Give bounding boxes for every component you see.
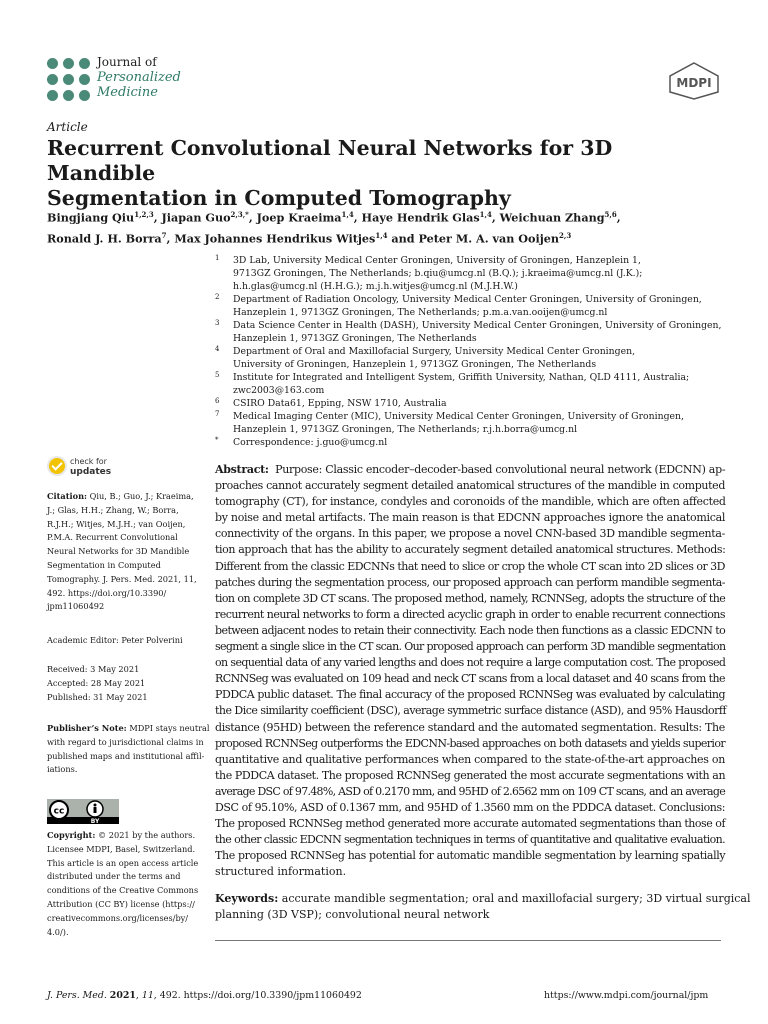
affiliation-item <box>215 293 735 319</box>
abstract-text: DSC of 95.10%, ASD of 0.1367 mm, and 95HD of 1.3560 mm on the PDDCA dataset. Conclusions: <box>215 800 725 814</box>
copyright-text: This article is an open access article <box>47 857 199 868</box>
footer-year: 2021 <box>109 990 136 1001</box>
author-affiliation-marks: 1,4 <box>341 210 354 219</box>
abstract-line <box>215 864 725 880</box>
check-for-updates-button[interactable] <box>47 456 157 480</box>
logo-dot <box>79 90 90 101</box>
author-name: Jiapan Guo <box>161 210 231 225</box>
footer-citation: J. Pers. Med. 2021, 11, 492. https://doi.org/10.3390/jpm11060492 <box>47 990 362 1001</box>
footer-journal: J. Pers. Med. <box>47 990 107 1001</box>
abstract-text: The proposed RCNNSeg has potential for automatic mandible segmentation by learning spatially <box>215 849 726 863</box>
copyright-text: Attribution (CC BY) license (https:// <box>47 898 195 909</box>
logo-dot <box>63 74 74 85</box>
footer-journal-url[interactable]: https://www.mdpi.com/journal/jpm <box>544 990 709 1001</box>
footer-pages: 492. <box>159 990 181 1001</box>
keywords-text: accurate mandible segmentation; oral and maxillofacial surgery; 3D virtual surgical <box>281 892 751 905</box>
abstract-text: on sequential data of any varied lengths and does not require a large computation cost. The proposed <box>215 656 726 670</box>
author-separator: , <box>616 210 621 225</box>
abstract-text: the other classic EDCNN segmentation techniques in terms of quantitative and qualitative evaluation. <box>215 833 726 847</box>
author-affiliation-marks: 1,4 <box>479 210 492 219</box>
abstract-text: between adjacent nodes to retain their connectivity. Each node then functions as a classic EDCNN to <box>215 623 726 637</box>
citation-line <box>47 600 199 614</box>
article-type: Article <box>47 120 88 134</box>
copyright-line <box>47 843 199 857</box>
copyright-line <box>47 857 199 871</box>
citation-line <box>47 531 199 545</box>
affiliation-number: * <box>215 436 219 444</box>
footer-doi-link[interactable]: https://doi.org/10.3390/jpm11060492 <box>183 990 362 1001</box>
publisher-note-label: Publisher’s Note: <box>47 723 127 733</box>
abstract-line <box>215 494 725 510</box>
keywords-line <box>215 907 725 923</box>
affiliation-number: 7 <box>215 410 220 418</box>
abstract-text: PDDCA public dataset. The final accuracy of the proposed RCNNSeg was evaluated by calculating <box>215 688 726 702</box>
author-separator: , <box>491 210 500 225</box>
citation-line <box>47 573 199 587</box>
journal-name-line1: Journal of <box>97 55 157 69</box>
affiliation-item <box>215 319 735 345</box>
copyright-text: conditions of the Creative Commons <box>47 885 199 896</box>
abstract <box>215 462 725 880</box>
citation-text: P.M.A. Recurrent Convolutional <box>47 532 178 543</box>
logo-dot <box>47 90 58 101</box>
copyright-line <box>47 829 199 843</box>
affiliation-text: Medical Imaging Center (MIC), University Medical Center Groningen, University of Groningen, <box>233 411 684 422</box>
abstract-text: RCNNSeg was evaluated on 109 head and neck CT scans from a local dataset and 40 scans from the <box>215 672 725 686</box>
author-name: Weichuan Zhang <box>499 210 605 225</box>
publisher-note-line <box>47 736 204 750</box>
keywords <box>215 891 751 923</box>
publication-dates <box>47 663 199 704</box>
abstract-line <box>215 784 725 800</box>
author-separator: and <box>387 231 419 246</box>
author-separator: , <box>153 210 162 225</box>
affiliation-text: 3D Lab, University Medical Center Groningen, University of Groningen, Hanzeplein 1, <box>233 255 641 266</box>
abstract-text: average DSC of 97.48%, ASD of 0.2170 mm, and 95HD of 2.6562 mm on 109 CT scans, and an average <box>215 784 725 798</box>
journal-name-line3: Medicine <box>97 85 158 100</box>
keywords-label: Keywords: <box>215 892 279 905</box>
affiliation-text: Hanzeplein 1, 9713GZ Groningen, The Netherlands <box>233 333 477 344</box>
affiliation-item <box>215 436 735 449</box>
abstract-text: by noise and metal artifacts. The main reason is that EDCNN approaches ignore the anatomical <box>215 511 726 525</box>
abstract-line <box>215 623 725 639</box>
abstract-text: tion approach that has the ability to accurately segment detailed anatomical structures. Methods: <box>215 543 726 557</box>
article-title <box>47 136 727 211</box>
publisher-note-text: iations. <box>47 764 78 775</box>
copyright-line <box>47 898 199 912</box>
citation-line <box>47 518 199 532</box>
author-line <box>47 206 737 227</box>
affiliation-text: Department of Radiation Oncology, University Medical Center Groningen, University of Groningen, <box>233 294 702 305</box>
abstract-line <box>215 655 725 671</box>
author-name: Joep Kraeima <box>256 210 342 225</box>
journal-name-line2: Personalized <box>97 70 181 85</box>
abstract-text: quantitative and qualitative performances when compared to the state-of-the-art approaches on <box>215 752 725 766</box>
copyright-line <box>47 926 199 940</box>
abstract-text: recurrent neural networks to form a directed acyclic graph in order to enable recurrent connections <box>215 607 725 621</box>
affiliation-number: 1 <box>215 254 220 262</box>
abstract-line <box>215 687 725 703</box>
abstract-text: The proposed RCNNSeg method generated more accurate automated segmentations than those of <box>215 817 726 831</box>
author-affiliation-marks: 5,6 <box>604 210 617 219</box>
affiliation-number: 3 <box>215 319 220 327</box>
citation-text: jpm11060492 <box>47 601 105 612</box>
author-affiliation-marks: 7 <box>161 230 167 240</box>
abstract-line <box>215 671 725 687</box>
abstract-text: Different from the classic EDCNNs that need to slice or crop the whole CT scan into 2D slices or 3D <box>215 559 725 573</box>
abstract-line <box>215 462 725 478</box>
check-updates-line2: updates <box>70 467 112 477</box>
affiliation-text: h.h.glas@umcg.nl (H.H.G.); m.j.h.witjes@umcg.nl (M.J.H.W.) <box>233 281 518 292</box>
publisher-note-line <box>47 763 199 777</box>
abstract-text: tion on complete 3D CT scans. The proposed method, namely, RCNNSeg, adopts the structure of the <box>215 591 726 605</box>
abstract-text: segment a single slice in the CT scan. Our proposed approach can perform 3D mandible segmentation <box>215 640 726 654</box>
citation-line <box>47 545 199 559</box>
abstract-text: the Dice similarity coefficient (DSC), average symmetric surface distance (ASD), and 95% Hausdorff <box>215 704 726 718</box>
author-name: Max Johannes Hendrikus Witjes <box>174 231 376 246</box>
publisher-note-text: MDPI stays neutral <box>129 723 210 733</box>
publisher-note <box>47 722 210 777</box>
logo-dot <box>79 58 90 69</box>
citation-line <box>47 559 199 573</box>
keywords-text: planning (3D VSP); convolutional neural network <box>215 908 490 922</box>
copyright-line <box>47 870 199 884</box>
author-list <box>47 206 737 247</box>
author-affiliation-marks: 2,3,* <box>230 210 249 219</box>
abstract-line <box>215 736 725 752</box>
citation-line <box>47 490 199 504</box>
affiliation-item <box>215 371 735 397</box>
citation-text: Segmentation in Computed <box>47 559 161 570</box>
affiliation-number: 6 <box>215 397 220 405</box>
abstract-line <box>215 800 725 816</box>
abstract-text: connectivity of the organs. In this paper, we propose a novel CNN-based 3D mandible segmenta- <box>215 527 725 541</box>
abstract-text: Purpose: Classic encoder–decoder-based convolutional neural network (EDCNN) ap- <box>275 463 726 476</box>
abstract-line <box>215 559 725 575</box>
copyright-text: 4.0/). <box>47 926 69 937</box>
copyright-line <box>47 884 199 898</box>
abstract-line <box>215 703 725 719</box>
author-name: Bingjiang Qiu <box>47 210 135 225</box>
logo-dot <box>79 74 90 85</box>
abstract-line <box>215 816 725 832</box>
citation-text: Tomography. J. Pers. Med. 2021, 11, <box>47 573 197 584</box>
author-separator: , <box>166 231 175 246</box>
affiliation-text: Data Science Center in Health (DASH), University Medical Center Groningen, University of Groningen, <box>233 320 722 331</box>
title-line: Recurrent Convolutional Neural Networks for 3D Mandible <box>47 136 613 185</box>
logo-dot <box>47 74 58 85</box>
academic-editor: Academic Editor: Peter Polverini <box>47 635 183 645</box>
footer-volume: 11 <box>141 990 154 1001</box>
author-name: Haye Hendrik Glas <box>361 210 480 225</box>
abstract-text: patches during the segmentation process, our proposed approach can perform mandible segmenta- <box>215 575 725 589</box>
affiliation-text: 9713GZ Groningen, The Netherlands; b.qiu@umcg.nl (B.Q.); j.kraeima@umcg.nl (J.K.); <box>233 268 643 279</box>
publisher-note-line <box>47 722 210 736</box>
affiliation-number: 4 <box>215 345 220 353</box>
citation-text: 492. https://doi.org/10.3390/ <box>47 587 167 598</box>
affiliation-list <box>215 254 735 449</box>
journal-name <box>97 55 181 100</box>
author-line <box>47 227 737 248</box>
copyright-text: Licensee MDPI, Basel, Switzerland. <box>47 843 196 854</box>
author-name: Ronald J. H. Borra <box>47 231 162 246</box>
author-name: Peter M. A. van Ooijen <box>418 231 560 246</box>
section-divider <box>215 940 721 941</box>
citation-label: Citation: <box>47 491 88 501</box>
copyright-text: creativecommons.org/licenses/by/ <box>47 912 189 923</box>
abstract-line <box>215 575 725 591</box>
affiliation-item <box>215 397 735 410</box>
cc-by-license-icon[interactable] <box>47 799 119 824</box>
abstract-text: proaches cannot accurately segment detailed anatomical structures of the mandible in computed <box>215 479 725 493</box>
date-accepted: Accepted: 28 May 2021 <box>47 677 146 688</box>
copyright-notice <box>47 829 199 939</box>
abstract-text: structured information. <box>215 865 347 879</box>
abstract-text: the PDDCA dataset. The proposed RCNNSeg generated the most accurate segmentations with an <box>215 768 726 782</box>
logo-dot <box>47 58 58 69</box>
abstract-line <box>215 768 725 784</box>
citation-text: Qiu, B.; Guo, J.; Kraeima, <box>89 491 194 501</box>
copyright-label: Copyright: <box>47 830 96 840</box>
citation-text: J.; Glas, H.H.; Zhang, W.; Borra, <box>47 504 179 515</box>
abstract-line <box>215 591 725 607</box>
date-received: Received: 3 May 2021 <box>47 664 140 674</box>
affiliation-number: 5 <box>215 371 220 379</box>
affiliation-text: Hanzeplein 1, 9713GZ Groningen, The Netherlands; r.j.h.borra@umcg.nl <box>233 424 578 435</box>
copyright-text: © 2021 by the authors. <box>97 830 196 840</box>
author-separator: , <box>248 210 257 225</box>
abstract-line <box>215 752 725 768</box>
abstract-text: distance (95HD) between the reference standard and the automated segmentation. Results: The <box>215 720 725 734</box>
abstract-text: proposed RCNNSeg outperforms the EDCNN-based approaches on both datasets and yields superior <box>215 736 725 750</box>
author-affiliation-marks: 1,4 <box>375 230 388 240</box>
affiliation-number: 2 <box>215 293 220 301</box>
logo-dot <box>63 90 74 101</box>
affiliation-text: Hanzeplein 1, 9713GZ Groningen, The Netherlands; p.m.a.van.ooijen@umcg.nl <box>233 307 608 318</box>
abstract-line <box>215 848 725 864</box>
abstract-line <box>215 542 725 558</box>
copyright-line <box>47 912 199 926</box>
affiliation-text: Correspondence: j.guo@umcg.nl <box>233 437 388 448</box>
abstract-line <box>215 526 725 542</box>
affiliation-text: CSIRO Data61, Epping, NSW 1710, Australia <box>233 398 447 409</box>
citation-text: R.J.H.; Witjes, M.J.H.; van Ooijen, <box>47 518 186 529</box>
affiliation-text: zwc2003@163.com <box>233 385 325 396</box>
author-separator: , <box>353 210 362 225</box>
svg-text:cc: cc <box>53 806 65 817</box>
copyright-text: distributed under the terms and <box>47 871 181 882</box>
citation-line <box>47 504 199 518</box>
check-updates-line1: check for <box>70 457 107 466</box>
publisher-note-text: published maps and institutional affil- <box>47 750 205 761</box>
date-published: Published: 31 May 2021 <box>47 691 148 702</box>
abstract-line <box>215 720 725 736</box>
affiliation-text: Institute for Integrated and Intelligent System, Griffith University, Nathan, QLD 4111, Australia; <box>233 372 690 383</box>
citation-line <box>47 587 199 601</box>
affiliation-item <box>215 410 735 436</box>
abstract-line <box>215 639 725 655</box>
affiliation-text: University of Groningen, Hanzeplein 1, 9713GZ Groningen, The Netherlands <box>233 359 597 370</box>
affiliation-item <box>215 345 735 371</box>
mdpi-logo-text: MDPI <box>676 76 712 90</box>
author-affiliation-marks: 1,2,3 <box>134 210 154 219</box>
abstract-line <box>215 510 725 526</box>
check-updates-icon <box>47 456 67 476</box>
logo-dot <box>63 58 74 69</box>
mdpi-logo-icon <box>668 62 720 100</box>
affiliation-text: Department of Oral and Maxillofacial Surgery, University Medical Center Groningen, <box>233 346 636 357</box>
author-affiliation-marks: 2,3 <box>559 230 572 240</box>
keywords-line <box>215 891 751 907</box>
abstract-line <box>215 607 725 623</box>
abstract-line <box>215 478 725 494</box>
abstract-label: Abstract: <box>215 463 269 476</box>
publisher-note-line <box>47 750 205 764</box>
citation-block <box>47 490 199 614</box>
journal-logo-icon <box>47 58 93 104</box>
abstract-line <box>215 832 725 848</box>
title-line: Segmentation in Computed Tomography <box>47 186 511 210</box>
cc-by-label: BY <box>90 818 100 824</box>
abstract-text: tomography (CT), for instance, condyles and coronoids of the mandible, which are often affected <box>215 495 726 509</box>
publisher-note-text: with regard to jurisdictional claims in <box>47 736 204 747</box>
affiliation-item <box>215 254 735 293</box>
citation-text: Neural Networks for 3D Mandible <box>47 546 190 557</box>
